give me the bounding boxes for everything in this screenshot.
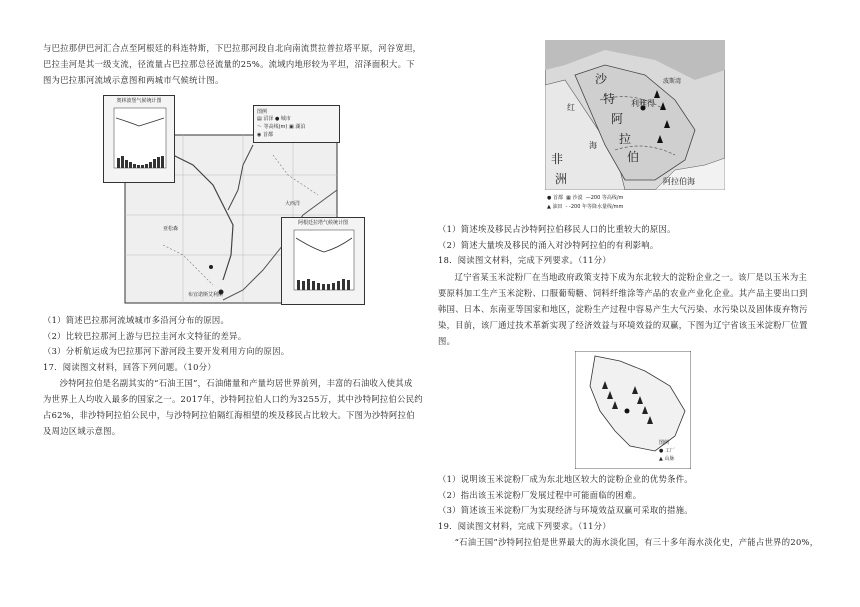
legend-contour: 等高线(m) (263, 124, 288, 130)
swamp-icon: ▤ (257, 116, 262, 122)
q17-sub-1: （1）简述埃及移民占沙特阿拉伯移民人口的比重较大的原因。 (438, 224, 676, 234)
q18-title: 18．阅读图文材料，完成下列要求。（11分） (438, 255, 611, 265)
legend-city: 城市 (280, 116, 291, 122)
label-sha: 沙 (595, 72, 608, 86)
q16-item-3: （3）分析航运成为巴拉那河下游河段主要开发利用方向的原因。 (43, 346, 290, 356)
legend-capital: 首都 (262, 132, 273, 138)
left-column (43, 40, 425, 88)
label-a: 阿 (611, 112, 624, 126)
desert-icon: ▦ (566, 195, 571, 201)
lake-icon: ▣ (288, 124, 294, 130)
label-arabian-sea: 阿拉伯海 (663, 177, 695, 186)
label-bo: 伯 (627, 150, 640, 164)
q18-line-1: 辽宁省某玉米淀粉厂在当地政府政策支持下成为东北较大的淀粉企业之一。该厂是以玉米为主 (454, 271, 808, 282)
label-te: 特 (603, 92, 616, 106)
q19-title: 19．阅读图文材料，完成下列要求。（11分） (438, 520, 611, 531)
intro-line-1: 与巴拉那伊巴河汇合点至阿根廷的科连特斯，下巴拉那河段自北向南流贯拉普拉塔平原，河谷宽坦， (43, 43, 422, 53)
label-riyadh: 利雅得 (631, 99, 655, 108)
q17-title: 17．阅读图文材料，回答下列问题。（10分） (43, 361, 216, 372)
parana-basin-figure (103, 95, 368, 305)
saudi-legend-contour: 200 等高线/m (590, 195, 624, 201)
legend-title: 图例 (257, 109, 268, 115)
mountain-icon: ▲ (659, 456, 663, 462)
contour-line-icon: — (585, 195, 591, 201)
capital-icon: ◉ (257, 132, 262, 138)
saudi-legend-desert: 沙漠 (572, 195, 583, 201)
liaoning-map-figure (575, 351, 691, 469)
q16-questions (43, 313, 425, 439)
map1-legend (253, 105, 340, 143)
label-la: 拉 (619, 132, 632, 146)
intro-line-2: 巴拉圭河是其一级支流，径流量占巴拉那总径流量的25%。流域内地形较为平坦，沼泽面积大。下 (43, 59, 415, 69)
saudi-legend (547, 194, 725, 212)
climate-chart-laplata (281, 217, 365, 305)
city-icon: ● (274, 116, 280, 122)
label-hong: 红 (567, 103, 575, 112)
saudi-map-figure (545, 40, 725, 218)
saudi-legend-rain: 200 年等降水量线/mm (570, 204, 624, 210)
label-fei: 非 (551, 152, 564, 166)
label-hai: 海 (589, 141, 597, 150)
q18-line-3: 韩国、日本、东南亚等国家和地区，淀粉生产过程中容易产生大气污染、水污染以及固体废弃物污 (438, 303, 808, 314)
climate2-title: 阿根廷拉塔气候统计图 (297, 220, 348, 226)
factory-icon: ● (659, 448, 664, 454)
q18-sub-3: （3）简述该玉米淀粉厂为实现经济与环境效益双赢可采取的措施。 (438, 505, 693, 515)
q18-line-2: 要原料加工生产玉米淀粉、口服葡萄糖、饲料纤维涂等产品的农业产业化企业。其产品主要出口到 (438, 287, 808, 298)
q18-line-5: 图。 (438, 335, 456, 346)
right-text-block-1 (438, 222, 820, 349)
liaoning-legend (659, 439, 675, 463)
q17-line-3: 占62%，非沙特阿拉伯公民中，与沙特阿拉伯隔红海相望的埃及移民占比较大。下图为沙特阿拉伯 (43, 410, 415, 420)
contour-icon: ～ (257, 124, 263, 130)
legend-factory: 工厂 (664, 448, 675, 454)
q18-sub-2: （2）指出该玉米淀粉厂发展过程中可能面临的困难。 (438, 489, 642, 500)
q18-sub-1: （1）说明该玉米淀粉厂成为东北地区较大的淀粉企业的优势条件。 (438, 474, 693, 484)
place-atlantic: 大西洋 (285, 201, 301, 207)
intro-line-3: 图为巴拉那河流域示意图和两城市气候统计图。 (43, 75, 224, 85)
q19-line-1: “石油王国”沙特阿拉伯是世界最大的海水淡化国，有三十多年海水淡化史，产能占世界的20%， (454, 537, 819, 547)
q17-line-1: 沙特阿拉伯是名副其实的“石油王国”，石油储量和产量均居世界前列，丰富的石油收入使其成 (59, 378, 413, 388)
isohyet-icon: - - (565, 204, 571, 210)
capital-dot-icon: ● (547, 195, 552, 201)
right-text-block-2 (438, 472, 820, 550)
legend-swamp: 沼泽 (263, 116, 274, 122)
legend-lake: 湖泊 (295, 124, 306, 130)
saudi-legend-capital: 首都 (552, 195, 563, 201)
saudi-map-svg (545, 40, 725, 190)
q17-sub-2: （2）简述大量埃及移民的涌入对沙特阿拉伯的有利影响。 (438, 239, 659, 250)
saudi-legend-oil: 油田 (552, 204, 563, 210)
q17-line-2: 为世界上人均收入最多的国家之一。2017年，沙特阿拉伯人口约为3255万，其中沙特阿拉伯公民约 (43, 394, 423, 404)
climate-chart-olimpo (103, 95, 175, 183)
q18-line-4: 染，目前，该厂通过技术革新实现了经济效益与环境效益的双赢，下图为辽宁省该玉米淀粉厂位置 (438, 319, 808, 330)
q16-item-1: （1）简述巴拉那河流域城市多沿河分布的原因。 (43, 315, 230, 325)
q17-line-4: 及周边区域示意图。 (43, 426, 121, 436)
q16-item-2: （2）比较巴拉那河上游与巴拉圭河水文特征的差异。 (43, 330, 247, 341)
oilfield-icon: ▲ (547, 204, 551, 210)
place-asuncion: 亚松森 (163, 226, 179, 232)
liaoning-legend-title: 图例 (659, 440, 670, 446)
legend-mountain: 山脉 (664, 456, 675, 462)
label-gulf: 波斯湾 (663, 78, 682, 85)
climate1-title: 奥林波堡气候统计图 (116, 98, 162, 104)
place-buenos-aires: 布宜诺斯艾利斯 (188, 292, 224, 298)
label-zhou: 洲 (555, 172, 568, 186)
